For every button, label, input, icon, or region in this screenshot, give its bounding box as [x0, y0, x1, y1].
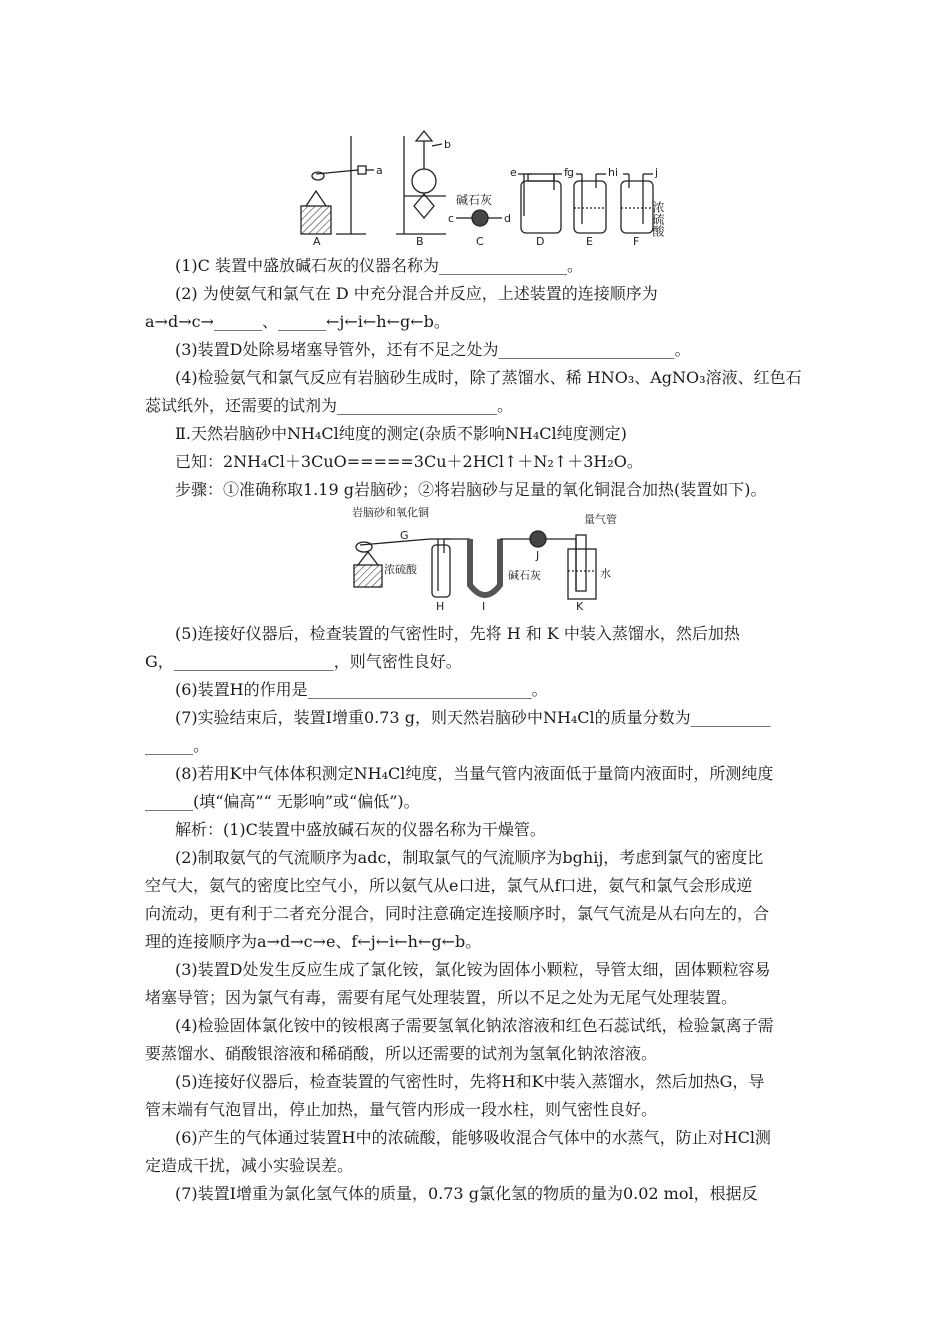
- known-equation: 已知：2NH₄Cl＋3CuO=====3Cu＋2HCl↑＋N₂↑＋3H₂O。: [175, 452, 643, 471]
- q8-line2: ______(填“偏高”“ 无影响”或“偏低”)。: [145, 792, 420, 811]
- label-jianshihui: 碱石灰: [456, 193, 493, 207]
- q2-line1: (2) 为使氨气和氯气在 D 中充分混合并反应，上述装置的连接顺序为: [175, 284, 658, 303]
- label-A: A: [313, 235, 321, 246]
- analysis-6-line1: (6)产生的气体通过装置H中的浓硫酸，能够吸收混合气体中的水蒸气，防止对HCl测: [175, 1128, 771, 1147]
- label-G: G: [400, 529, 409, 542]
- port-b: b: [444, 138, 451, 151]
- analysis-4-line1: (4)检验固体氯化铵中的铵根离子需要氢氧化钠浓溶液和红色石蕊试纸，检验氯离子需: [175, 1016, 774, 1035]
- q5-line2: G，____________________，则气密性良好。: [145, 652, 462, 671]
- analysis-6-line2: 定造成干扰，减小实验误差。: [145, 1156, 354, 1175]
- analysis-7-line1: (7)装置Ⅰ增重为氯化氢气体的质量，0.73 g氯化氢的物质的量为0.02 mol，根据反: [175, 1184, 758, 1203]
- analysis-5-line1: (5)连接好仪器后，检查装置的气密性时，先将H和K中装入蒸馏水，然后加热G，导: [175, 1072, 765, 1091]
- port-h: h: [608, 166, 615, 179]
- label-K: K: [576, 600, 584, 613]
- q8-line1: (8)若用K中气体体积测定NH₄Cl纯度，当量气管内液面低于量筒内液面时，所测纯度: [175, 764, 774, 783]
- port-e: e: [510, 166, 517, 179]
- label-jianshihui-2: 碱石灰: [508, 569, 541, 582]
- label-shui: 水: [600, 567, 611, 580]
- port-d: d: [504, 212, 511, 225]
- q6: (6)装置H的作用是____________________________。: [175, 680, 548, 699]
- analysis-3-line1: (3)装置D处发生反应生成了氯化铵，氯化铵为固体小颗粒，导管太细，固体颗粒容易: [175, 960, 771, 979]
- q4-line1: (4)检验氨气和氯气反应有岩脑砂生成时，除了蒸馏水、稀 HNO₃、AgNO₃溶液、红色石: [175, 368, 802, 387]
- analysis-3-line2: 堵塞导管；因为氯气有毒，需要有尾气处理装置，所以不足之处为无尾气处理装置。: [145, 988, 738, 1007]
- q7-line2: ______。: [145, 736, 210, 755]
- port-i: i: [615, 166, 619, 179]
- label-C: C: [476, 235, 484, 246]
- analysis-2-line3: 向流动，更有利于二者充分混合，同时注意确定连接顺序时，氯气气流是从右向左的，合: [145, 904, 770, 923]
- label-H: H: [436, 600, 445, 613]
- label-I: I: [482, 600, 486, 613]
- q5-line1: (5)连接好仪器后，检查装置的气密性时，先将 H 和 K 中装入蒸馏水，然后加热: [175, 624, 740, 643]
- q1: (1)C 装置中盛放碱石灰的仪器名称为________________。: [175, 256, 583, 275]
- port-f: f: [564, 166, 568, 179]
- label-D: D: [536, 235, 545, 246]
- label-J: J: [536, 549, 540, 562]
- port-c: c: [448, 212, 455, 225]
- section-ii-title: Ⅱ.天然岩脑砂中NH₄Cl纯度的测定(杂质不影响NH₄Cl纯度测定): [175, 424, 627, 443]
- q2-line2: a→d→c→______、______←j←i←h←g←b。: [145, 312, 450, 331]
- label-top-mixture: 岩脑砂和氧化铜: [352, 506, 429, 519]
- q7-line1: (7)实验结束后，装置Ⅰ增重0.73 g，则天然岩脑砂中NH₄Cl的质量分数为__________: [175, 708, 771, 727]
- analysis-2-line2: 空气大，氨气的密度比空气小，所以氨气从e口进，氯气从f口进，氨气和氯气会形成逆: [145, 876, 753, 895]
- analysis-2-line4: 理的连接顺序为a→d→c→e、f←j←i←h←g←b。: [145, 932, 482, 951]
- label-B: B: [416, 235, 424, 246]
- apparatus-figure-1: [296, 126, 676, 246]
- analysis-4-line2: 要蒸馏水、硝酸银溶液和稀硝酸，所以还需要的试剂为氢氧化钠浓溶液。: [145, 1044, 658, 1063]
- analysis-5-line2: 管末端有气泡冒出，停止加热，量气管内形成一段水柱，则气密性良好。: [145, 1100, 658, 1119]
- apparatus-figure-2: [340, 505, 640, 615]
- label-nongliusuan-1: 浓硫酸: [651, 201, 665, 237]
- steps: 步骤：①准确称取1.19 g岩脑砂；②将岩脑砂与足量的氧化铜混合加热(装置如下)。: [175, 480, 767, 499]
- port-j: j: [655, 166, 659, 179]
- analysis-1: 解析：(1)C装置中盛放碱石灰的仪器名称为干燥管。: [175, 820, 546, 839]
- port-a: a: [376, 164, 383, 177]
- q3: (3)装置D处除易堵塞导管外，还有不足之处为______________________。: [175, 340, 691, 359]
- port-g: g: [567, 166, 574, 179]
- q4-line2: 蕊试纸外，还需要的试剂为____________________。: [145, 396, 514, 415]
- label-nongliusuan-2: 浓硫酸: [384, 563, 417, 576]
- analysis-2-line1: (2)制取氨气的气流顺序为adc，制取氯气的气流顺序为bghij，考虑到氯气的密度比: [175, 848, 764, 867]
- label-F: F: [633, 235, 640, 246]
- label-liangqiguan: 量气管: [584, 513, 617, 526]
- label-E: E: [586, 235, 593, 246]
